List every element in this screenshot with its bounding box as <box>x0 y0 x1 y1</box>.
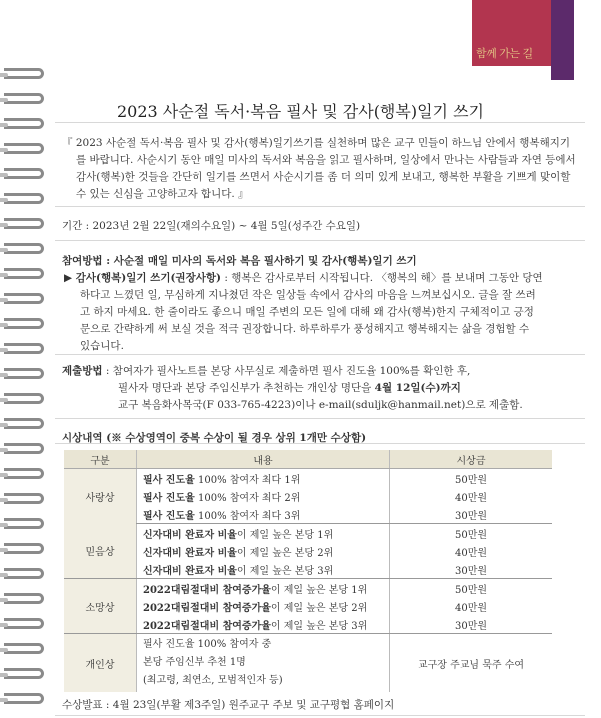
content-cell <box>137 505 390 524</box>
spiral-ring <box>4 318 44 329</box>
submit-label: 제출방법 <box>62 365 103 377</box>
spiral-ring <box>4 343 44 354</box>
content-highlight: 2022대림절대비 참여증가율 <box>143 602 271 614</box>
section-tab-label: 함께 가는 길 <box>476 47 533 60</box>
spiral-ring <box>4 468 44 479</box>
amount-cell: 30만원 <box>390 505 553 524</box>
submit-text: 필사자 명단과 본당 주임신부가 추천하는 개인상 명단을 <box>118 382 375 394</box>
spiral-ring <box>4 243 44 254</box>
content-text: 100% 참여자 최다 1위 <box>194 474 301 486</box>
amount-cell: 50만원 <box>390 579 553 598</box>
spiral-ring <box>4 618 44 629</box>
submit-line <box>62 363 470 380</box>
table-row <box>64 597 552 615</box>
column-header: 내용 <box>137 450 390 469</box>
content-highlight: 2022대림절대비 참여증가율 <box>143 584 271 596</box>
intro-line: 수 있는 신심을 고양하고자 합니다. 』 <box>76 188 249 200</box>
amount-cell: 40만원 <box>390 487 553 505</box>
category-cell: 개인상 <box>64 634 137 693</box>
content-text: 이 제일 높은 본당 2위 <box>270 602 368 614</box>
spiral-ring <box>4 693 44 704</box>
spiral-ring <box>4 193 44 204</box>
content-cell <box>137 469 390 488</box>
spiral-ring <box>4 368 44 379</box>
spiral-ring <box>4 293 44 304</box>
table-row <box>64 505 552 524</box>
content-cell <box>137 597 390 615</box>
content-highlight: 신자대비 완료자 비율 <box>143 565 237 577</box>
content-highlight: 신자대비 완료자 비율 <box>143 547 237 559</box>
awards-heading: 시상내역 (※ 수상영역이 중복 수상이 될 경우 상위 1개만 수상함) <box>62 432 367 444</box>
amount-cell: 30만원 <box>390 615 553 634</box>
spiral-ring <box>4 493 44 504</box>
content-cell <box>137 487 390 505</box>
spiral-binding <box>0 68 50 718</box>
submit-deadline: 4월 12일(수)까지 <box>374 382 461 394</box>
content-text: 이 제일 높은 본당 1위 <box>270 584 368 596</box>
page-title: 2023 사순절 독서·복음 필사 및 감사(행복)일기 쓰기 <box>116 102 484 121</box>
spiral-ring <box>4 593 44 604</box>
amount-cell: 40만원 <box>390 597 553 615</box>
table-row <box>64 615 552 634</box>
amount-cell: 30만원 <box>390 560 553 579</box>
content-text: 100% 참여자 최다 2위 <box>194 492 301 504</box>
spiral-ring <box>4 668 44 679</box>
section-tab-ribbon <box>551 0 574 80</box>
content-cell <box>137 542 390 560</box>
spiral-ring <box>4 143 44 154</box>
spiral-ring <box>4 168 44 179</box>
intro-line: 감사(행복)한 것들을 간단히 일기를 쓰면서 사순시기를 좀 더 의미 있게 보내고, 행복한 부활을 기쁘게 맞이할 <box>76 171 571 183</box>
method-item-line: 고 하지 마세요. 한 줄이라도 좋으니 매일 주변의 모든 일에 대해 왜 감사(행복)한지 구체적이고 긍정 <box>80 306 534 318</box>
content-highlight: 필사 진도율 <box>143 474 195 486</box>
spiral-ring <box>4 218 44 229</box>
content-text: 이 제일 높은 본당 3위 <box>270 620 368 632</box>
spiral-ring <box>4 68 44 79</box>
table-row <box>64 542 552 560</box>
table-row <box>64 469 552 488</box>
intro-line: 『 2023 사순절 독서·복음 필사 및 감사(행복)일기쓰기를 실천하며 많은 교구 민들이 하느님 안에서 행복해지기 <box>62 137 571 149</box>
submit-text: : 참여자가 필사노트를 본당 사무실로 제출하면 필사 진도율 100%를 확인한 후, <box>105 365 471 377</box>
spiral-ring <box>4 443 44 454</box>
column-header: 시상금 <box>390 450 553 469</box>
announce-text: 수상발표 : 4월 23일(부활 제3주일) 원주교구 주보 및 교구평협 홈페이지 <box>62 699 395 711</box>
ruled-line <box>55 354 585 355</box>
content-highlight: 2022대림절대비 참여증가율 <box>143 620 271 632</box>
spiral-ring <box>4 518 44 529</box>
method-item-line: 하다고 느꼈던 일, 무심하게 지나쳤던 작은 일상들 속에서 감사의 마음을 느껴보십시오. 글을 잘 쓰려 <box>80 289 536 301</box>
column-header: 구분 <box>64 450 137 469</box>
method-item <box>64 270 543 287</box>
content-text: 본당 주임신부 추천 1명 <box>143 657 246 668</box>
table-row <box>64 634 552 693</box>
table-row <box>64 579 552 598</box>
content-cell <box>137 524 390 543</box>
ruled-line <box>55 715 585 716</box>
table-row <box>64 524 552 543</box>
content-cell <box>137 634 390 693</box>
spiral-ring <box>4 568 44 579</box>
content-text: 이 제일 높은 본당 3위 <box>236 565 334 577</box>
submit-line: 교구 복음화사목국(F 033-765-4223)이나 e-mail(sduljk@hanmail.net)으로 제출함. <box>118 399 523 411</box>
spiral-ring <box>4 643 44 654</box>
amount-cell: 50만원 <box>390 469 553 488</box>
content-text: 필사 진도율 100% 참여자 중 <box>143 639 272 650</box>
ruled-line <box>55 240 585 241</box>
amount-cell: 40만원 <box>390 542 553 560</box>
table-header-row <box>64 450 552 469</box>
category-cell: 믿음상 <box>64 524 137 579</box>
method-heading: 참여방법 : 사순절 매일 미사의 독서와 복음 필사하기 및 감사(행복)일기 쓰기 <box>62 255 417 267</box>
category-cell: 사랑상 <box>64 469 137 524</box>
ruled-line <box>55 122 585 123</box>
table-row <box>64 560 552 579</box>
intro-line: 를 바랍니다. 사순시기 동안 매일 미사의 독서와 복음을 읽고 필사하며, 일상에서 만나는 사람들과 자연 등에서 <box>76 154 576 166</box>
ruled-line <box>55 418 585 419</box>
content-text: 이 제일 높은 본당 1위 <box>236 529 334 541</box>
method-item-line: 문으로 간략하게 써 보실 것을 적극 권장합니다. 하루하루가 풍성해지고 행복해지는 삶을 경험할 수 <box>80 323 530 335</box>
method-item-line: 있습니다. <box>80 340 124 352</box>
content-text: (최고령, 최연소, 모범적인자 등) <box>143 675 283 686</box>
content-text: 100% 참여자 최다 3위 <box>194 510 301 522</box>
awards-table <box>64 450 552 692</box>
ruled-line <box>55 206 585 207</box>
period-text: 기간 : 2023년 2월 22일(재의수요일) ~ 4월 5일(성주간 수요일) <box>62 220 361 232</box>
method-item-line: : 행복은 감사로부터 시작됩니다. 〈행복의 해〉를 보내며 그동안 당연 <box>224 272 543 284</box>
content-cell <box>137 615 390 634</box>
content-text: 이 제일 높은 본당 2위 <box>236 547 334 559</box>
spiral-ring <box>4 543 44 554</box>
content-highlight: 신자대비 완료자 비율 <box>143 529 237 541</box>
spiral-ring <box>4 268 44 279</box>
content-highlight: 필사 진도율 <box>143 510 195 522</box>
content-cell <box>137 560 390 579</box>
table-row <box>64 487 552 505</box>
spiral-ring <box>4 418 44 429</box>
method-item-label: ▶ 감사(행복)일기 쓰기(권장사항) <box>64 272 221 284</box>
amount-cell: 50만원 <box>390 524 553 543</box>
submit-line <box>118 380 461 397</box>
spiral-ring <box>4 393 44 404</box>
category-cell: 소망상 <box>64 579 137 634</box>
content-cell <box>137 579 390 598</box>
content-highlight: 필사 진도율 <box>143 492 195 504</box>
amount-cell: 교구장 주교님 묵주 수여 <box>390 634 553 693</box>
